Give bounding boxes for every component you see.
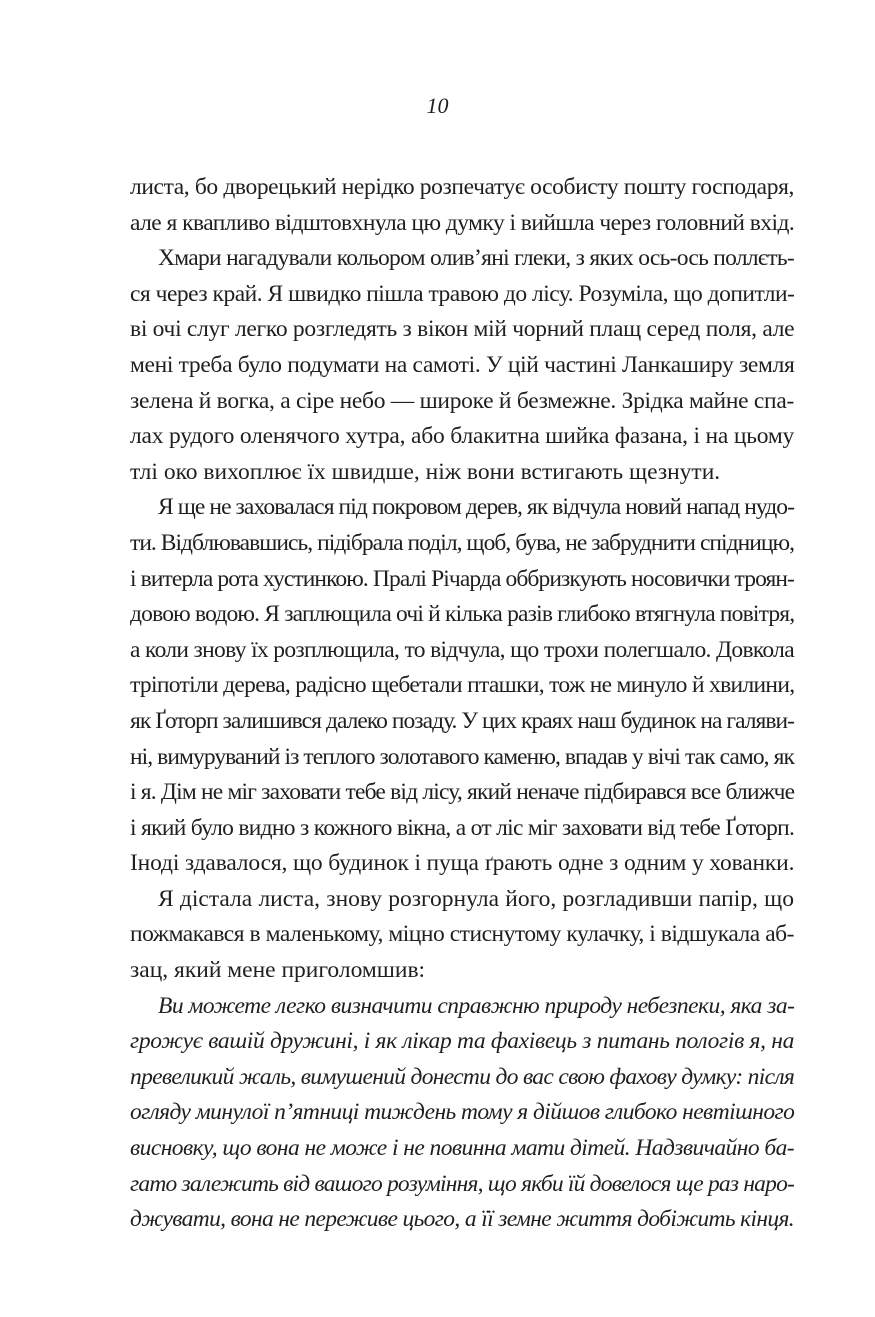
paragraph: [130, 170, 794, 241]
text-line: лах рудого оленячого хутра, або блакитна шийка фазана, і на цьому: [130, 423, 795, 450]
paragraph: [130, 241, 794, 490]
quoted-letter-line: грожує вашій дружині, і як лікар та фахівець з питань пологів я, на: [130, 1028, 794, 1055]
page-number: 10: [426, 93, 449, 118]
text-line: Іноді здавалося, що будинок і пуща ґрають одне з одним у хованки.: [130, 850, 795, 877]
text-line: і витерла рота хустинкою. Пралі Річарда оббризкують носовички троян-: [130, 565, 794, 592]
text-line: як Ґоторп залишився далеко позаду. У цих краях наш будинок на галяви-: [130, 707, 794, 734]
paragraph: [130, 490, 794, 882]
text-line: зац, який мене приголомшив:: [130, 957, 426, 984]
quoted-letter-line: превеликий жаль, вимушений донести до вас свою фахову думку: після: [130, 1063, 795, 1090]
text-line: ти. Відблювавшись, підібрала поділ, щоб, бува, не забруднити спідницю,: [130, 529, 794, 556]
text-line: листа, бо дворецький нерідко розпечатує особисту пошту господаря,: [130, 174, 794, 200]
quoted-letter-line: огляду минулої п’ятниці тиждень тому я дійшов глибоко невтішного: [130, 1099, 795, 1126]
text-line: але я квапливо відштовхнула цю думку і вийшла через головний вхід.: [130, 209, 795, 236]
text-line: ні, вимуруваний із теплого золотавого каменю, впадав у вічі так само, як: [130, 743, 794, 770]
text-line: і який було видно з кожного вікна, а от ліс міг заховати від тебе Ґоторп.: [130, 814, 795, 841]
text-line: і я. Дім не міг заховати тебе від лісу, який неначе підбирався все ближче: [130, 779, 795, 806]
paragraph: [130, 989, 794, 1238]
text-line: тріпотіли дерева, радісно щебетали пташки, тож не минуло й хвилини,: [130, 672, 795, 699]
body-text: [130, 170, 794, 1238]
quoted-letter-line: гато залежить від вашого розуміння, що якби їй довелося ще раз наро-: [130, 1170, 795, 1197]
text-line: довою водою. Я заплющила очі й кілька разів глибоко втягнула повітря,: [130, 601, 795, 628]
text-line: Я ще не заховалася під покровом дерев, як відчула новий напад нудо-: [158, 494, 795, 521]
text-line: Я дістала листа, знову розгорнула його, розгладивши папір, що: [158, 885, 794, 912]
text-line: ся через край. Я швидко пішла травою до лісу. Розуміла, що допитли-: [130, 280, 795, 307]
text-line: тлі око вихоплює їх швидше, ніж вони встигають щезнути.: [130, 458, 721, 485]
text-line: Хмари нагадували кольором олив’яні глеки, з яких ось-ось поллєть-: [158, 245, 794, 272]
quoted-letter-line: висновку, що вона не може і не повинна мати дітей. Надзвичайно ба-: [130, 1135, 795, 1162]
text-line: а коли знову їх розплющила, то відчула, що трохи полегшало. Довкола: [130, 636, 794, 663]
quoted-letter-line: Ви можете легко визначити справжню природу небезпеки, яка за-: [158, 992, 795, 1019]
text-line: пожмакався в маленькому, міцно стиснутому кулачку, і відшукала аб-: [130, 921, 794, 948]
text-line: зелена й вогка, а сіре небо — широке й безмежне. Зрідка майне спа-: [130, 387, 794, 414]
quoted-letter-line: джувати, вона не переживе цього, а її земне життя добіжить кінця.: [130, 1206, 794, 1233]
text-line: мені треба було подумати на самоті. У цій частині Ланкаширу земля: [130, 351, 795, 378]
paragraph: [130, 882, 794, 989]
text-line: ві очі слуг легко розгледять з вікон мій чорний плащ серед поля, але: [130, 316, 795, 343]
